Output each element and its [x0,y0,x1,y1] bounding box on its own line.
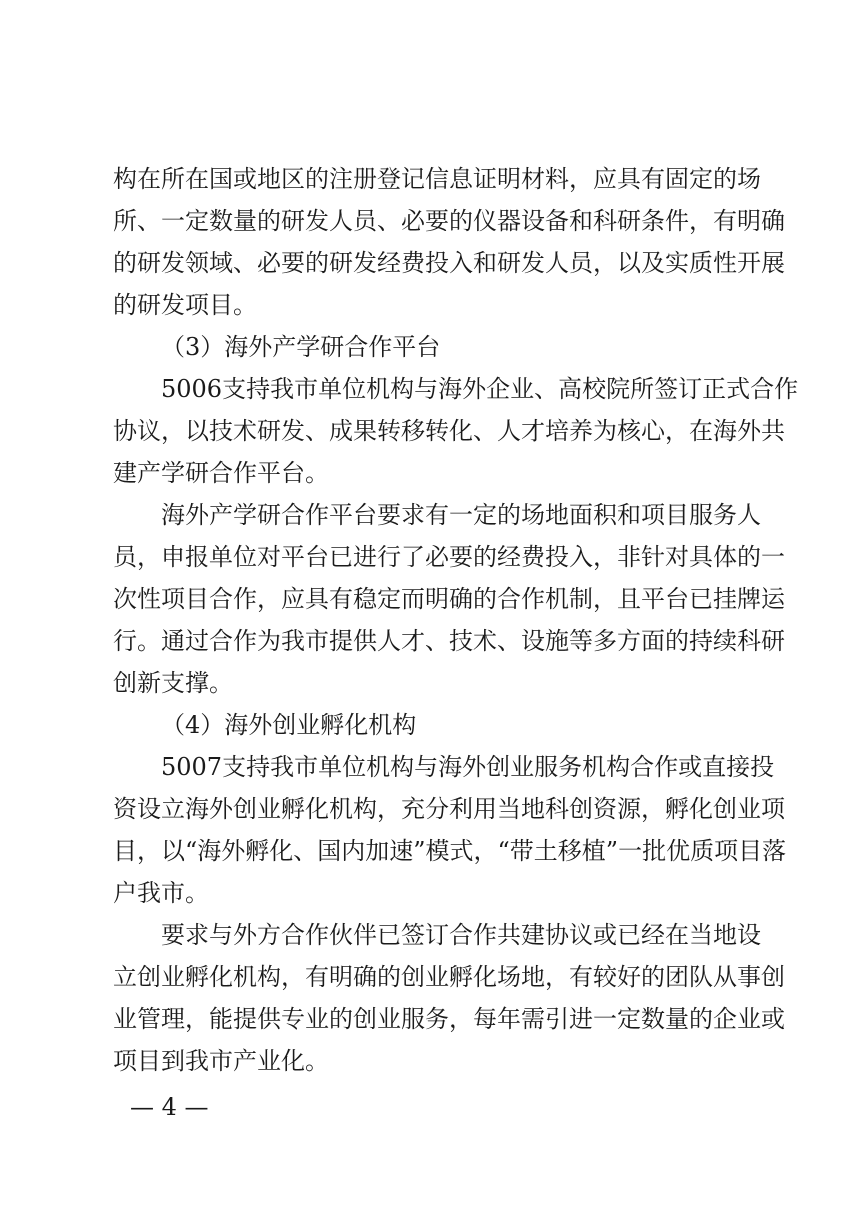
paragraph-line: 员，申报单位对平台已进行了必要的经费投入，非针对具体的一 [113,543,785,571]
paragraph-line: 创新支撑。 [113,669,233,697]
paragraph-line: 业管理，能提供专业的创业服务，每年需引进一定数量的企业或 [113,1005,785,1033]
paragraph-line: 目，以“海外孵化、国内加速”模式，“带土移植”一批优质项目落 [113,837,787,865]
paragraph-line: 的研发项目。 [113,291,257,319]
paragraph-line: 的研发领域、必要的研发经费投入和研发人员，以及实质性开展 [113,249,785,277]
paragraph-line: 户我市。 [113,879,209,907]
paragraph-line: 次性项目合作，应具有稳定而明确的合作机制，且平台已挂牌运 [113,585,785,613]
section-heading-4: （4）海外创业孵化机构 [161,711,417,739]
paragraph-line: 立创业孵化机构，有明确的创业孵化场地，有较好的团队从事创 [113,963,785,991]
paragraph-line: 协议，以技术研发、成果转移转化、人才培养为核心，在海外共 [113,417,785,445]
paragraph-line: 海外产学研合作平台要求有一定的场地面积和项目服务人 [161,501,761,529]
paragraph-line: 5006支持我市单位机构与海外企业、高校院所签订正式合作 [161,375,799,403]
paragraph-line: 建产学研合作平台。 [113,459,329,487]
paragraph-line: 所、一定数量的研发人员、必要的仪器设备和科研条件，有明确 [113,207,785,235]
paragraph-line: 资设立海外创业孵化机构，充分利用当地科创资源，孵化创业项 [113,795,785,823]
page-number: — 4 — [130,1093,209,1121]
section-heading-3: （3）海外产学研合作平台 [161,333,441,361]
paragraph-line: 要求与外方合作伙伴已签订合作共建协议或已经在当地设 [161,921,761,949]
paragraph-line: 构在所在国或地区的注册登记信息证明材料，应具有固定的场 [113,165,761,193]
paragraph-line: 项目到我市产业化。 [113,1047,329,1075]
paragraph-line: 行。通过合作为我市提供人才、技术、设施等多方面的持续科研 [113,627,785,655]
paragraph-line: 5007支持我市单位机构与海外创业服务机构合作或直接投 [161,753,775,781]
